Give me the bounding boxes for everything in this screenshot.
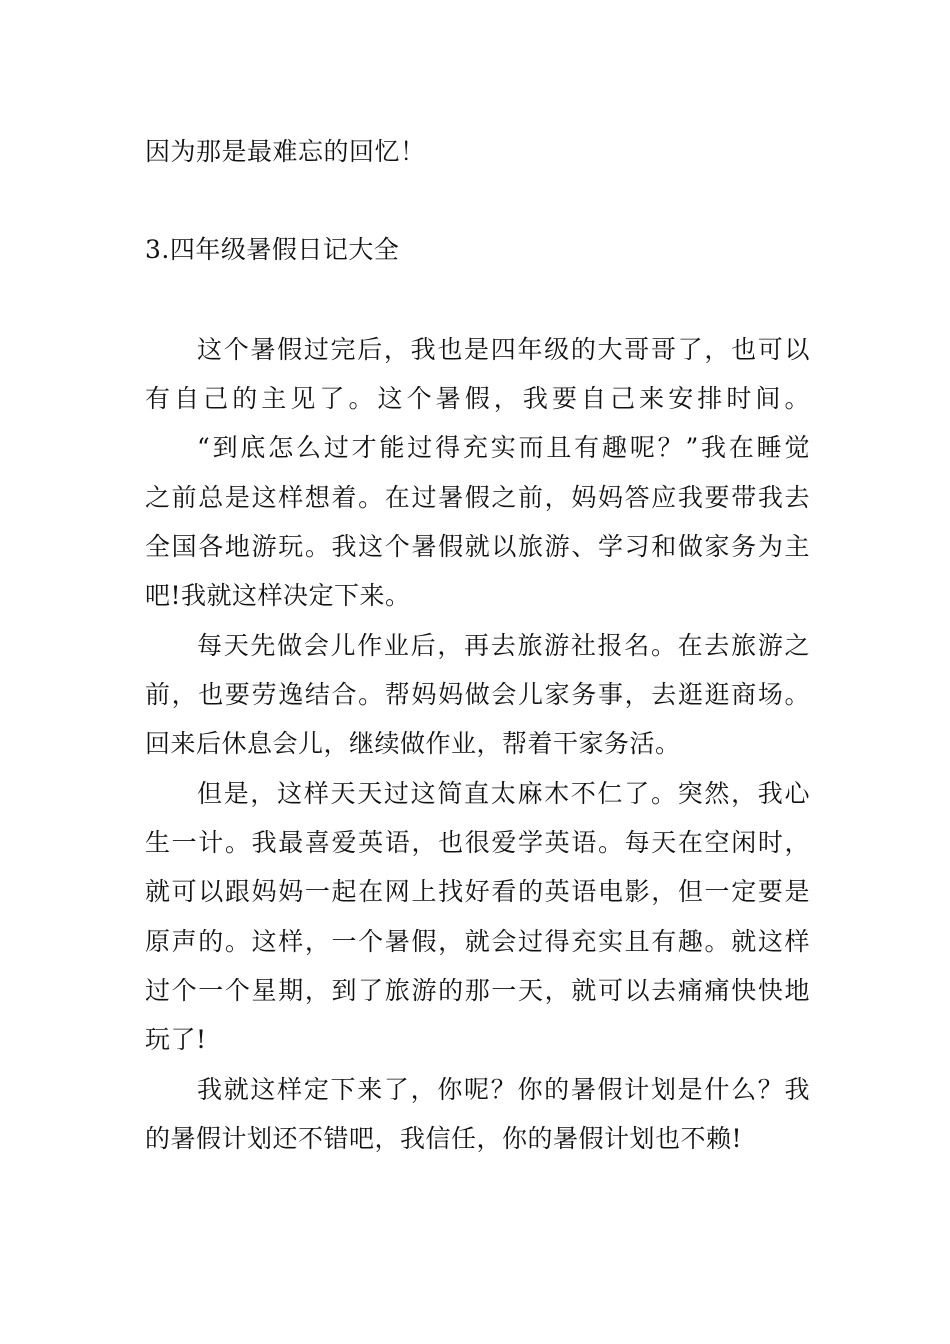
paragraph-line: 有自己的主见了。这个暑假，我要自己来安排时间。	[145, 384, 810, 413]
paragraph-line: 之前总是这样想着。在过暑假之前，妈妈答应我要带我去	[145, 483, 810, 512]
paragraph-line: 回来后休息会儿，继续做作业，帮着干家务活。	[145, 729, 681, 758]
paragraph-line: 每天先做会儿作业后，再去旅游社报名。在去旅游之	[197, 631, 810, 660]
paragraph-line: 全国各地游玩。我这个暑假就以旅游、学习和做家务为主	[145, 532, 810, 561]
paragraph-line: 这个暑假过完后，我也是四年级的大哥哥了，也可以	[197, 335, 810, 364]
paragraph-line: 但是，这样天天过这简直太麻木不仁了。突然，我心	[197, 779, 810, 808]
paragraph-line: 吧!我就这样决定下来。	[145, 581, 411, 610]
paragraph-line: 过个一个星期，到了旅游的那一天，就可以去痛痛快快地	[145, 976, 810, 1005]
paragraph-line: 玩了!	[145, 1025, 207, 1054]
paragraph-line: 的暑假计划还不错吧，我信任，你的暑假计划也不赖!	[145, 1124, 743, 1153]
paragraph-line: “到底怎么过才能过得充实而且有趣呢？”我在睡觉	[197, 433, 810, 462]
paragraph-line: 前，也要劳逸结合。帮妈妈做会儿家务事，去逛逛商场。	[145, 680, 810, 709]
paragraph-line: 我就这样定下来了，你呢？你的暑假计划是什么？我	[197, 1075, 810, 1104]
previous-section-ending: 因为那是最难忘的回忆！	[145, 137, 426, 166]
paragraph-line: 生一计。我最喜爱英语，也很爱学英语。每天在空闲时，	[145, 828, 810, 857]
section-title: 3.四年级暑假日记大全	[145, 235, 400, 264]
paragraph-line: 就可以跟妈妈一起在网上找好看的英语电影，但一定要是	[145, 877, 810, 906]
paragraph-line: 原声的。这样，一个暑假，就会过得充实且有趣。就这样	[145, 927, 810, 956]
